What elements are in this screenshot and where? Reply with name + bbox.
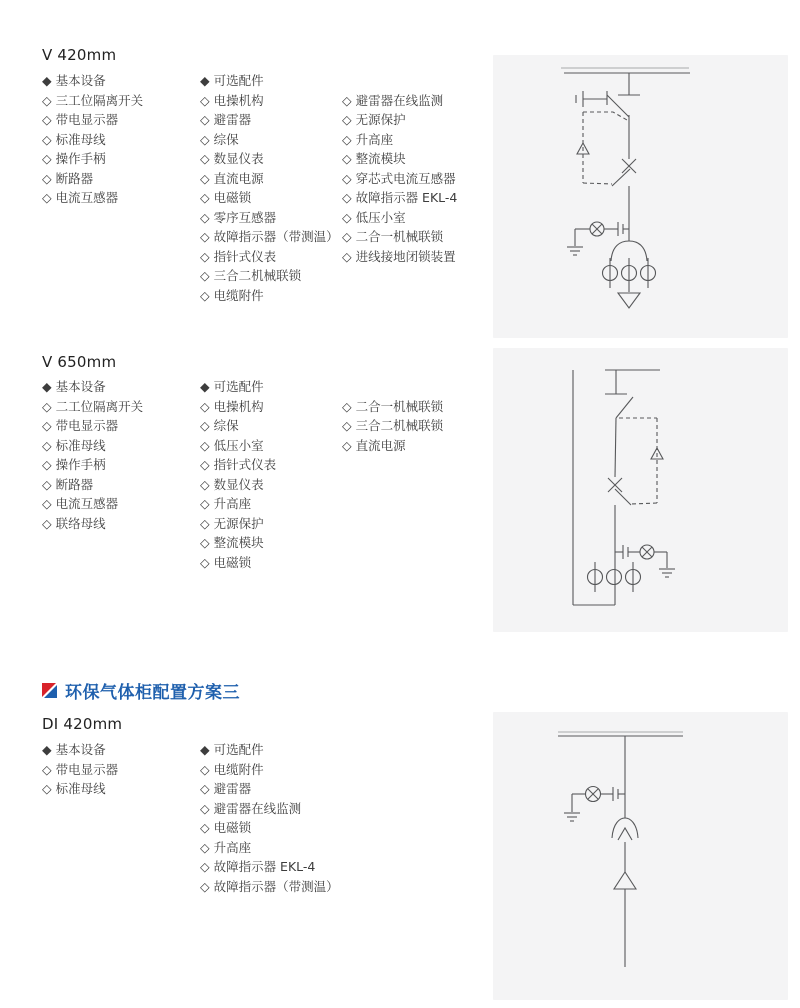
list-item: ◇ 联络母线 (42, 515, 106, 531)
voltage-indicator-lamp-symbol (640, 545, 667, 568)
two-position-switch-symbol (615, 397, 633, 477)
list-item: ◇ 避雷器 (200, 781, 252, 796)
di420-diagram-panel (493, 712, 788, 1000)
list-item: ◆ 可选配件 (200, 742, 264, 757)
busbar-double-line (558, 732, 683, 736)
v420-optional-accessories-list-2 (342, 91, 457, 267)
ground-symbol (564, 813, 580, 821)
v420-diagram-panel (493, 55, 788, 338)
list-item: ◇ 整流模块 (342, 151, 406, 166)
list-item: ◇ 三合二机械联锁 (342, 418, 444, 433)
v650-basic-equipment-list (42, 377, 143, 533)
list-item: ◇ 电缆附件 (200, 761, 264, 777)
di420-single-line-diagram (493, 712, 788, 1000)
list-item: ◇ 升高座 (342, 131, 394, 147)
list-item: ◆ 基本设备 (42, 379, 106, 394)
v650-optional-accessories-list-2 (342, 397, 443, 456)
list-item: ◇ 指针式仪表 (200, 457, 277, 472)
list-item: ◇ 电操机构 (200, 92, 264, 108)
list-item: ◇ 断路器 (42, 170, 94, 186)
list-item: ◇ 避雷器 (200, 112, 252, 127)
list-item: ◇ 断路器 (42, 476, 94, 492)
capacitor-divider-symbol (604, 222, 629, 236)
ground-symbol (567, 247, 583, 255)
list-item: ◇ 电操机构 (200, 398, 264, 414)
section-title-v420: V 420mm (42, 46, 117, 64)
di420-basic-equipment-list (42, 740, 118, 799)
v650-optional-accessories-list-1 (200, 377, 276, 572)
list-item: ◇ 电缆附件 (200, 287, 264, 303)
list-item: ◇ 带电显示器 (42, 418, 119, 433)
di420-optional-accessories-list (200, 740, 339, 896)
list-item: ◇ 指针式仪表 (200, 248, 277, 264)
cable-arrow-down-symbol (618, 293, 640, 308)
list-item: ◆ 可选配件 (200, 379, 264, 394)
list-item: ◇ 二合一机械联锁 (342, 398, 444, 414)
list-item: ◇ 电流互感器 (42, 190, 119, 205)
v650-diagram-panel (493, 348, 788, 632)
list-item: ◇ 标准母线 (42, 131, 106, 147)
red-blue-split-square-icon (42, 683, 57, 698)
breaker-contact-x-symbol (608, 478, 631, 505)
v650-single-line-diagram (493, 348, 788, 632)
list-item: ◆ 基本设备 (42, 742, 106, 757)
list-item: ◇ 整流模块 (200, 535, 264, 550)
interlock-dashed-box (583, 112, 627, 184)
three-position-switch-symbol (607, 95, 629, 159)
list-item: ◇ 故障指示器 EKL-4 (342, 190, 458, 205)
capacitor-divider-symbol (615, 545, 640, 559)
list-item: ◇ 操作手柄 (42, 457, 106, 472)
list-item: ◇ 综保 (200, 131, 239, 147)
list-item: ◇ 数显仪表 (200, 151, 264, 166)
list-item: ◇ 带电显示器 (42, 761, 119, 777)
v420-optional-accessories-list-1 (200, 71, 339, 305)
list-item: ◇ 故障指示器 EKL-4 (200, 859, 316, 874)
v420-basic-equipment-list (42, 71, 143, 208)
ground-symbol (659, 569, 675, 577)
voltage-indicator-lamp-symbol (572, 787, 601, 813)
section-title-v650: V 650mm (42, 353, 117, 371)
list-item: ◇ 直流电源 (342, 437, 406, 453)
cable-bushing-arc-symbol (612, 818, 638, 840)
breaker-contact-x-symbol (612, 159, 636, 186)
list-item: ◇ 电流互感器 (42, 496, 119, 511)
list-item: ◇ 进线接地闭锁装置 (342, 248, 456, 264)
list-item: ◇ 二合一机械联锁 (342, 229, 444, 244)
busbar-line (561, 68, 690, 95)
list-item: ◇ 数显仪表 (200, 476, 264, 492)
section-title-di420: DI 420mm (42, 715, 123, 733)
list-item: ◇ 避雷器在线监测 (342, 92, 444, 108)
list-item: ◇ 升高座 (200, 839, 252, 855)
earthing-contact-symbol (576, 91, 607, 107)
busbar-line (605, 370, 660, 394)
list-item: ◇ 电磁锁 (200, 190, 252, 205)
list-item: ◇ 零序互感器 (200, 209, 277, 225)
cable-plug-arrow-up-symbol (614, 872, 636, 889)
list-item: ◇ 避雷器在线监测 (200, 800, 302, 816)
group-heading-text: 环保气体柜配置方案三 (65, 683, 240, 703)
list-item: ◇ 操作手柄 (42, 151, 106, 166)
list-item: ◆ 基本设备 (42, 73, 106, 88)
list-item: ◇ 升高座 (200, 496, 252, 511)
list-item: ◇ 电磁锁 (200, 554, 252, 570)
voltage-indicator-lamp-symbol (575, 222, 604, 246)
list-item: ◇ 直流电源 (200, 170, 264, 186)
current-transformer-circles (603, 258, 656, 292)
list-item: ◆ 可选配件 (200, 73, 264, 88)
list-item: ◇ 电磁锁 (200, 820, 252, 835)
list-item: ◇ 穿芯式电流互感器 (342, 170, 456, 186)
interlock-dashed-box (619, 418, 657, 504)
list-item: ◇ 低压小室 (342, 209, 406, 225)
list-item: ◇ 三工位隔离开关 (42, 92, 144, 108)
capacitor-divider-symbol (601, 787, 625, 801)
current-transformer-circles (588, 562, 641, 592)
list-item: ◇ 带电显示器 (42, 112, 119, 127)
list-item: ◇ 三合二机械联锁 (200, 268, 302, 283)
list-item: ◇ 无源保护 (200, 515, 264, 531)
list-item: ◇ 故障指示器（带测温） (200, 229, 339, 244)
list-item: ◇ 标准母线 (42, 437, 106, 453)
list-item: ◇ 故障指示器（带测温） (200, 878, 339, 894)
list-item: ◇ 低压小室 (200, 437, 264, 453)
list-item: ◇ 二工位隔离开关 (42, 398, 144, 414)
list-item: ◇ 标准母线 (42, 781, 106, 796)
list-item: ◇ 无源保护 (342, 112, 406, 127)
list-item: ◇ 综保 (200, 418, 239, 433)
v420-single-line-diagram (493, 55, 788, 338)
group-heading (42, 678, 240, 703)
